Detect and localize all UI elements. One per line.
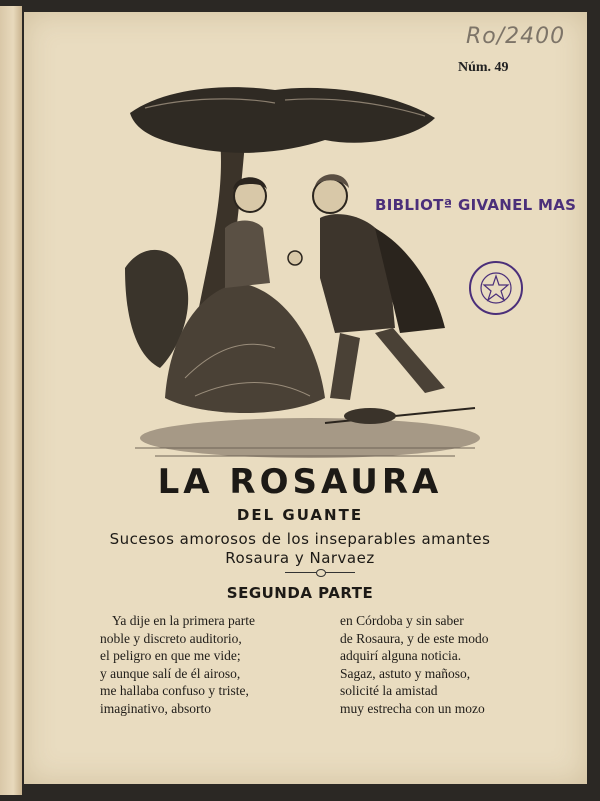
engraving-illustration bbox=[125, 78, 490, 463]
verse-line: muy estrecha con un mozo bbox=[340, 700, 485, 716]
verse-line: solicité la amistad bbox=[340, 683, 438, 699]
part-heading: SEGUNDA PARTE bbox=[226, 584, 374, 602]
verse-line: adquirí alguna noticia. bbox=[340, 648, 462, 664]
verse-line: y aunque salí de él airoso, bbox=[100, 665, 241, 681]
description-line-1: Sucesos amorosos de los inseparables amantes bbox=[109, 530, 491, 548]
verse-line: me hallaba confuso y triste, bbox=[100, 683, 249, 699]
verse-line: imaginativo, absorto bbox=[100, 700, 211, 716]
publication-title: LA ROSAURA bbox=[157, 462, 443, 502]
adjacent-page-edge bbox=[0, 6, 22, 795]
verse-column-left bbox=[100, 612, 255, 718]
publication-subtitle: DEL GUANTE bbox=[236, 506, 364, 524]
verse-line: el peligro en que me vide; bbox=[100, 648, 241, 664]
verse-column-right bbox=[340, 612, 488, 718]
verse-line: Ya dije en la primera parte bbox=[112, 613, 255, 628]
ornament-dot-icon bbox=[316, 569, 326, 577]
verse-line: noble y discreto auditorio, bbox=[100, 630, 242, 646]
verse-line: en Córdoba y sin saber bbox=[340, 613, 464, 628]
library-seal-icon bbox=[468, 260, 524, 316]
verse-line: Sagaz, astuto y mañoso, bbox=[340, 665, 471, 681]
catalog-mark: Ro/2400 bbox=[466, 24, 566, 49]
issue-number: Núm. 49 bbox=[458, 60, 509, 75]
description-line-2: Rosaura y Narvaez bbox=[225, 549, 375, 567]
library-stamp: BIBLIOTª GIVANEL MAS bbox=[375, 196, 577, 214]
verse-line: de Rosaura, y de este modo bbox=[340, 630, 489, 646]
